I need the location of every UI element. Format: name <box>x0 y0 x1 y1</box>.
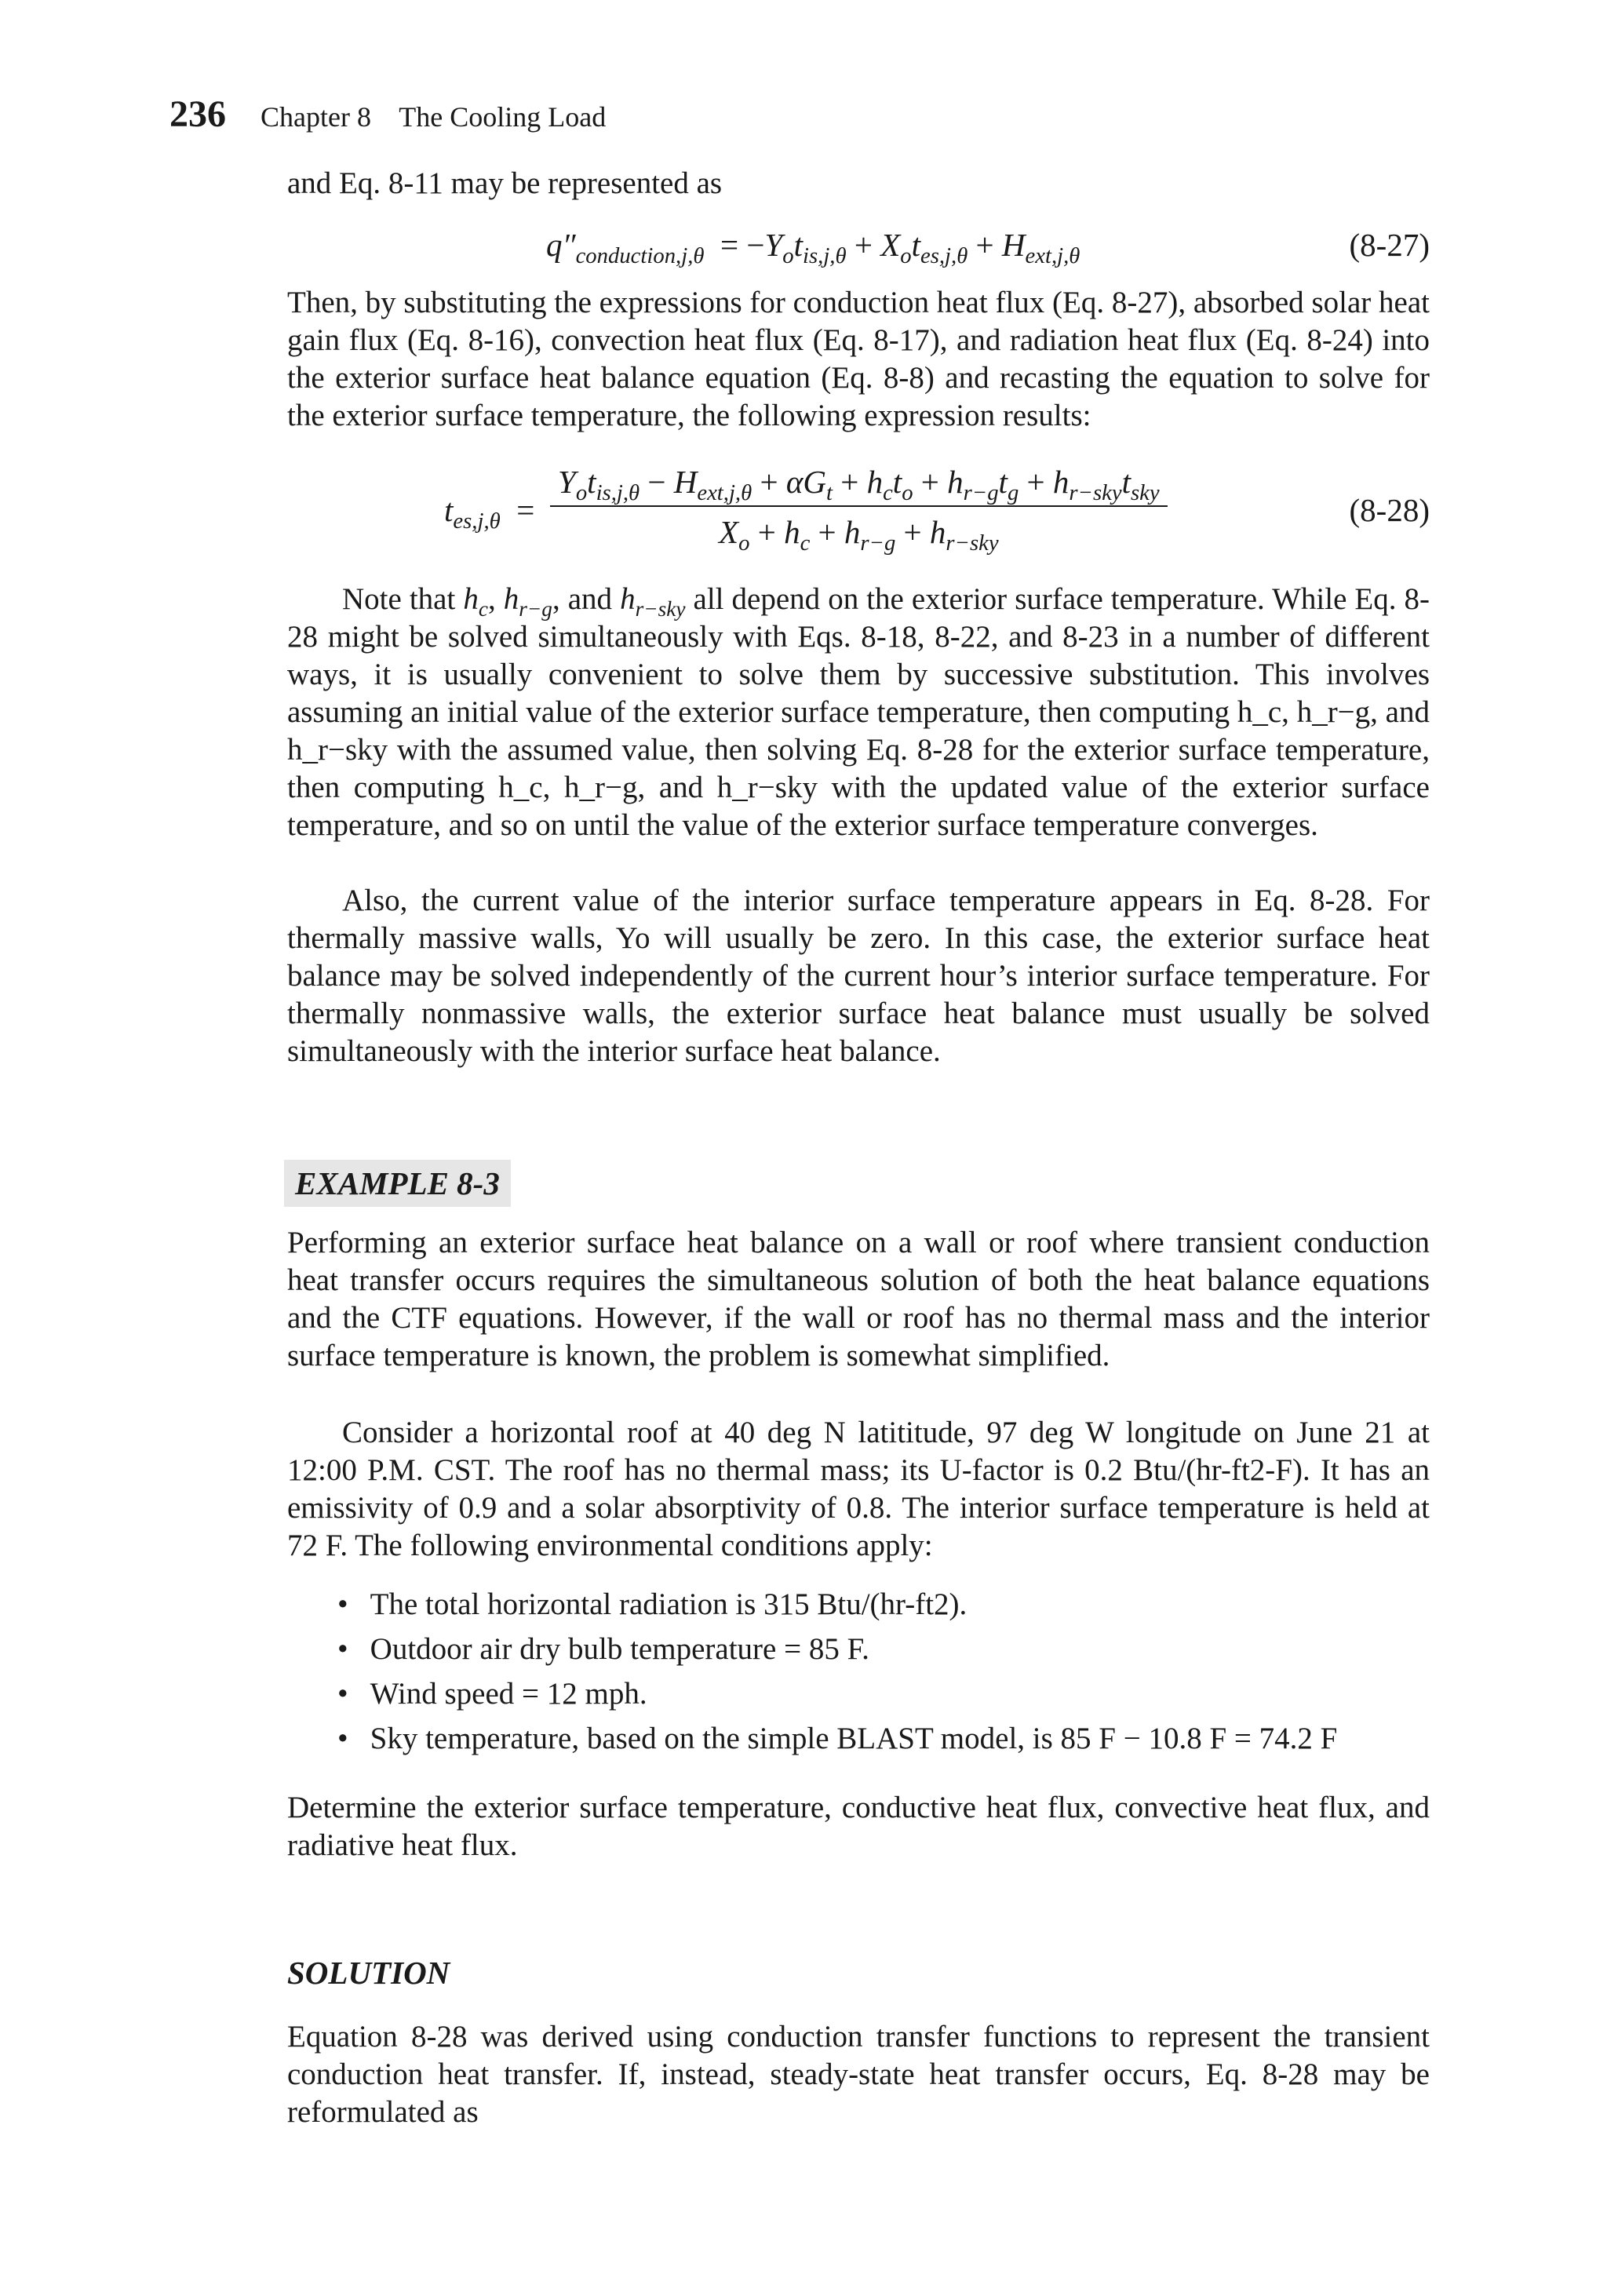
intro-line: and Eq. 8-11 may be represented as <box>287 166 723 200</box>
list-item: • The total horizontal radiation is 315 Btu/(hr-ft2). <box>337 1582 1436 1627</box>
equation-8-27: $q''_{conduction,j,\theta} = -Y_ot_{is,j,\theta} + X_ot_{es,j,\theta} + H_{ext,j,\theta}$ (8-27) <box>546 227 1430 269</box>
list-item: • Outdoor air dry bulb temperature = 85 F. <box>337 1627 1436 1671</box>
equation-number: (8-28) <box>1349 492 1430 528</box>
solution-title: SOLUTION <box>287 1955 450 1991</box>
example-paragraph-1: Performing an exterior surface heat balance on a wall or roof where transient conduction heat transfer occurs requires the simultaneous solution of both the heat balance equations and the CTF equations. However, if the wall or roof has no thermal mass and the interior surface temperature is known, the problem is somewhat simplified. <box>287 1226 1430 1372</box>
running-header <box>169 93 606 136</box>
list-item: • Sky temperature, based on the simple BLAST model, is 85 F − 10.8 F = 74.2 F <box>337 1716 1436 1761</box>
equation-8-28: $t_{es,j,\theta}$ = $Y_ot_{is,j,\theta} - H_{ext,j,\theta} + \alpha G_t + h_ct_o + h_{r-g}t_g + h_{r-sky}t_{sky}$ $X_o + h_c + h_{r-g} + h_{r-sky}$ (8-28) <box>444 464 1430 556</box>
solution-paragraph: Equation 8-28 was derived using conduction transfer functions to represent the transient conduction heat transfer. If, instead, steady-state heat transfer occurs, Eq. 8-28 may be reformulated as <box>287 2020 1430 2129</box>
paragraph-also: Also, the current value of the interior surface temperature appears in Eq. 8-28. For thermally massive walls, Yo will usually be zero. In this case, the exterior surface heat balance may be solved independently of the current hour’s interior surface temperature. For thermally nonmassive walls, the exterior surface heat balance must usually be solved simultaneously with the interior surface heat balance. <box>287 884 1430 1068</box>
determine-paragraph: Determine the exterior surface temperature, conductive heat flux, convective heat flux, and radiative heat flux. <box>287 1791 1430 1862</box>
example-title: EXAMPLE 8-3 <box>284 1160 511 1207</box>
list-item: • Wind speed = 12 mph. <box>337 1671 1436 1716</box>
example-paragraph-2: Consider a horizontal roof at 40 deg N latititude, 97 deg W longitude on June 21 at 12:00 P.M. CST. The roof has no thermal mass; its U-factor is 0.2 Btu/(hr-ft2-F). It has an emissivity of 0.9 and a solar absorptivity of 0.8. The interior surface temperature is held at 72 F. The following environmental conditions apply: <box>287 1416 1430 1562</box>
chapter-title: Chapter 8 The Cooling Load <box>261 101 607 133</box>
paragraph-note-text: all depend on the exterior surface temperature. While Eq. 8-28 might be solved simultaneously with Eqs. 8-18, 8-22, and 8-23 in a number of different ways, it is usually convenient to solve them by successive substitution. This involves assuming an initial value of the exterior surface temperature, then computing h_c, h_r−g, and h_r−sky with the assumed value, then solving Eq. 8-28 for the exterior surface temperature, then computing h_c, h_r−g, and h_r−sky with the updated value of the exterior surface temperature, and so on until the value of the exterior surface temperature converges. <box>287 582 1430 842</box>
page-number: 236 <box>169 93 226 135</box>
paragraph-note: Note that $h_c$, $h_{r-g}$, and $h_{r-sky}$ all depend on the exterior surface temperature. While Eq. 8-28 might be solved simultaneously with Eqs. 8-18, 8-22, and 8-23 in a number of different ways, it is usually convenient to solve them by successive substitution. This involves assuming an initial value of the exterior surface temperature, then computing h_c, h_r−g, and h_r−sky with the assumed value, then solving Eq. 8-28 for the exterior surface temperature, then computing h_c, h_r−g, and h_r−sky with the updated value of the exterior surface temperature, and so on until the value of the exterior surface temperature converges. <box>287 582 1430 842</box>
equation-number: (8-27) <box>1349 227 1430 263</box>
paragraph-substitute: Then, by substituting the expressions for conduction heat flux (Eq. 8-27), absorbed solar heat gain flux (Eq. 8-16), convection heat flux (Eq. 8-17), and radiation heat flux (Eq. 8-24) into the exterior surface heat balance equation (Eq. 8-8) and recasting the equation to solve for the exterior surface temperature, the following expression results: <box>287 286 1430 432</box>
conditions-list <box>337 1582 1436 1761</box>
